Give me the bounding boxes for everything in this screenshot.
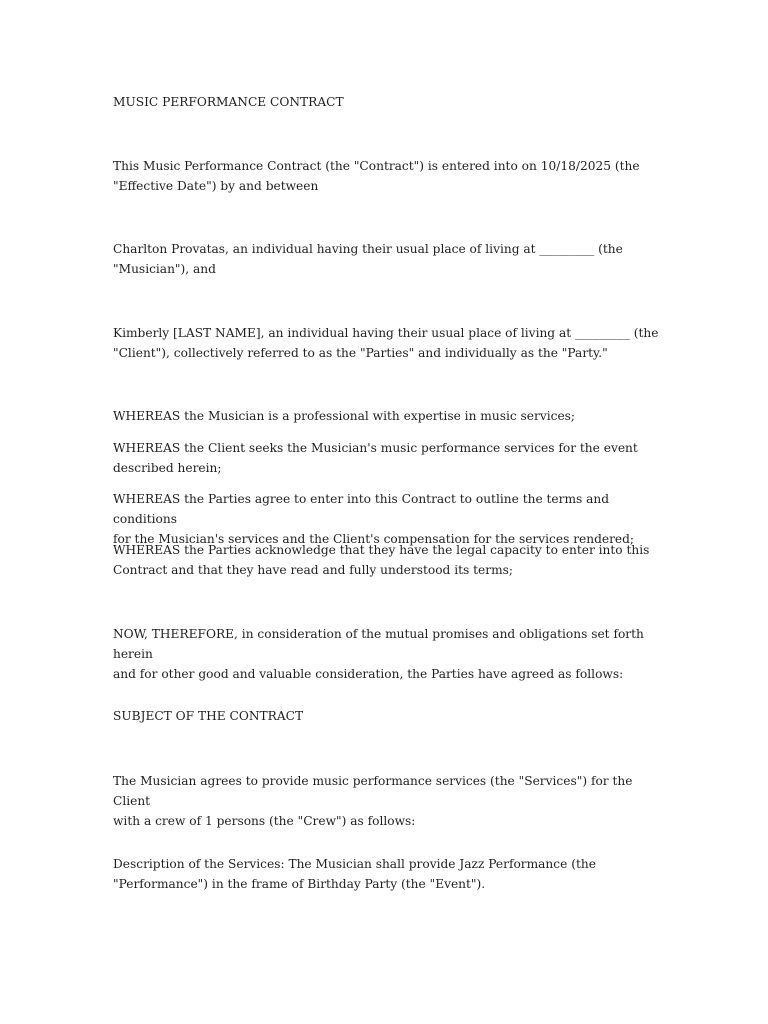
whereas-clause-2: WHEREAS the Client seeks the Musician's music performance services for the event described herein;: [113, 441, 638, 475]
services-description-paragraph: Description of the Services: The Musician shall provide Jazz Performance (the "Performance") in the frame of Birthday Party (the "Event").: [113, 857, 596, 891]
client-party-paragraph: Kimberly [LAST NAME], an individual having their usual place of living at _________ (the "Client"), collectively referred to as the "Parties" and individually as the "Party.": [113, 326, 659, 360]
whereas-clause-4: WHEREAS the Parties acknowledge that they have the legal capacity to enter into this Contract and that they have read and fully understood its terms;: [113, 543, 650, 577]
intro-paragraph: This Music Performance Contract (the "Contract") is entered into on 10/18/2025 (the "Effective Date") by and between: [113, 159, 640, 193]
section-heading-subject: SUBJECT OF THE CONTRACT: [113, 709, 304, 723]
now-therefore-paragraph: NOW, THEREFORE, in consideration of the mutual promises and obligations set forth herein and for other good and valuable consideration, the Parties have agreed as follows:: [113, 627, 644, 681]
whereas-clause-3: WHEREAS the Parties agree to enter into this Contract to outline the terms and conditions for the Musician's services and the Client's compensation for the services rendered;: [113, 492, 635, 546]
musician-party-paragraph: Charlton Provatas, an individual having their usual place of living at _________ (the "Musician"), and: [113, 242, 623, 276]
whereas-clause-1: WHEREAS the Musician is a professional with expertise in music services;: [113, 409, 576, 423]
services-paragraph: The Musician agrees to provide music performance services (the "Services") for the Client with a crew of 1 persons (the "Crew") as follows:: [113, 774, 633, 828]
document-title: MUSIC PERFORMANCE CONTRACT: [113, 95, 344, 109]
